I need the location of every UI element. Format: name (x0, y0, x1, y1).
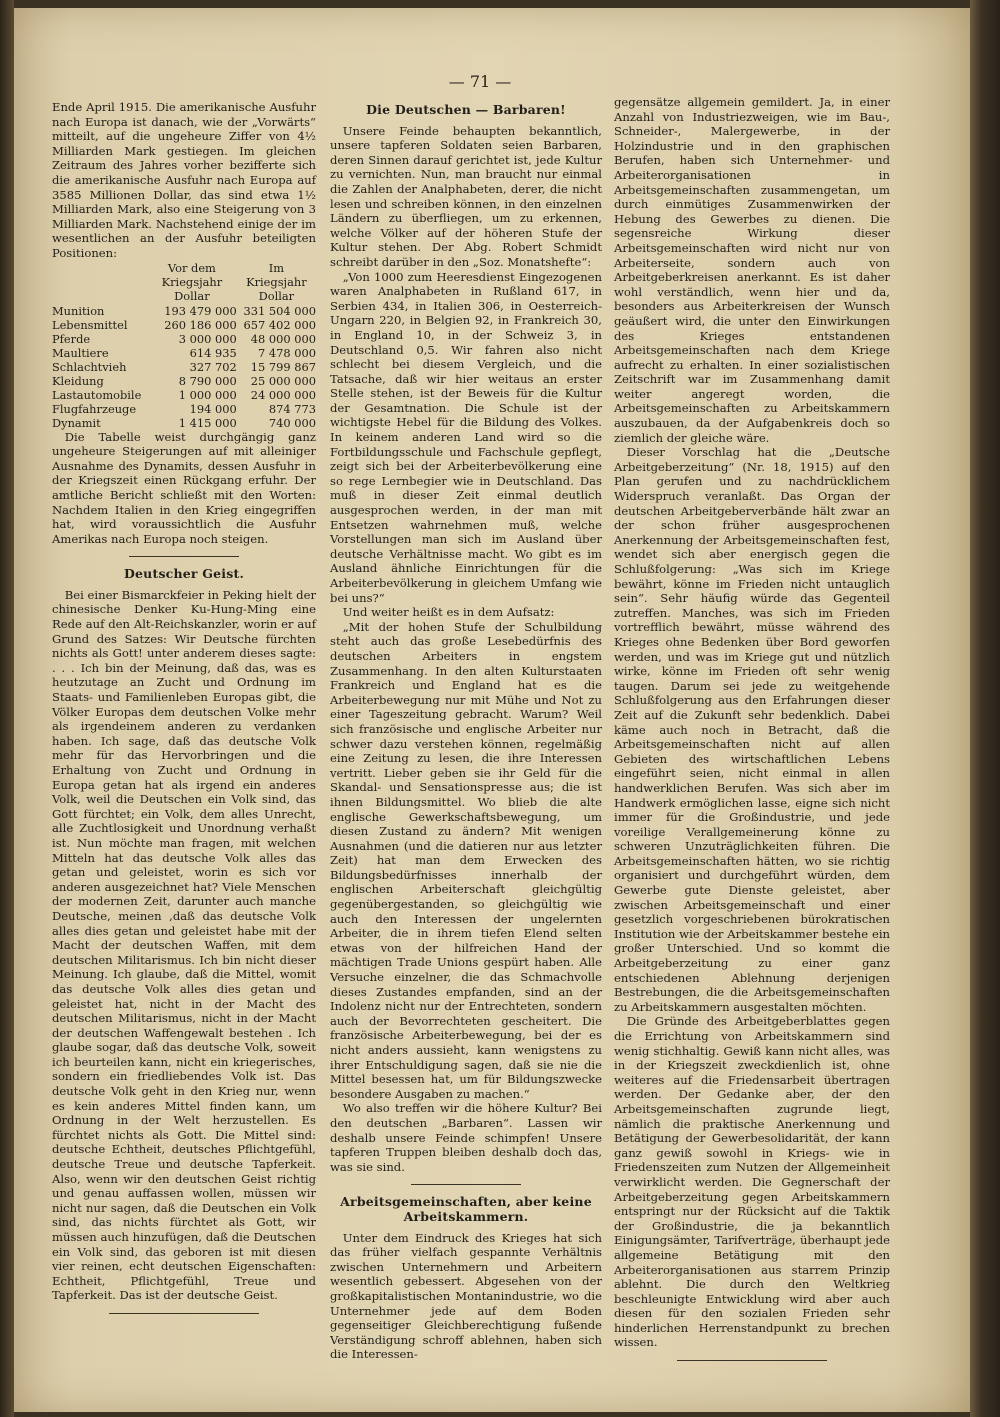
column-header-during: Im Kriegsjahr Dollar (246, 260, 307, 303)
heading-barbaren: Die Deutschen — Barbaren! (366, 102, 566, 117)
column-header-before: Vor dem Kriegsjahr Dollar (161, 260, 223, 303)
heading-arbeitsgemeinschaften: Arbeitsgemeinschaften, aber keine Arbeitskammern. (340, 1194, 592, 1224)
paragraph-continued: gegensätze allgemein gemildert. Ja, in einer Anzahl von Industriezweigen, wie im Bau-, Schneider-, Malergewerbe, in der Holzindustrie und in den graphischen Berufen, haben sich Unternehmer- und Arbeiterorganisationen in Arbeitsgemeinschaften zusammengetan, um durch einmütiges Zusammenwirken der Hebung des Gewerbes zu dienen. Die segensreiche Wirkung dieser Arbeitsgemeinschaften wird nicht nur von Arbeiterseite, sondern auch von Arbeitgeberkreisen anerkannt. Es ist daher wohl verständlich, wenn hier und da, besonders aus Arbeiterkreisen der Wunsch geäußert wird, die unter den Einwirkungen des Krieges entstandenen Arbeitsgemeinschaften nach dem Kriege aufrecht zu erhalten. In einer sozialistischen Zeitschrift war im Zusammenhang damit weiter angeregt worden, die Arbeitsgemeinschaften zu Arbeitskammern auszubauen, da der Aufgabenkreis doch so ziemlich der gleiche wäre. (614, 95, 890, 445)
table-header-row (52, 261, 316, 304)
book-spine (0, 0, 14, 1417)
column-middle (330, 103, 602, 1362)
paragraph-table-summary: Die Tabelle weist durchgängig ganz ungeheure Steigerungen auf mit alleiniger Ausnahme des Dynamits, dessen Ausfuhr in der Kriegszeit einen Rückgang erfuhr. Der amtliche Bericht schließt mit den Worten: Nachdem Italien in den Krieg eingegriffen hat, wird voraussichtlich die Ausfuhr Amerikas nach Europa noch steigen. (52, 429, 316, 546)
paragraph-export-intro: Ende April 1915. Die amerikanische Ausfuhr nach Europa ist danach, wie der „Vorwärts“ mitteilt, auf die ungeheure Ziffer von 4½ Milliarden Mark gestiegen. Im gleichen Zeitraum des Jahres vorher bezifferte sich die amerikanische Ausfuhr nach Europa auf 3585 Millionen Dollar, das sind etwa 1½ Milliarden Mark, also eine Steigerung von 3 Milliarden Mark. Nachstehend einige der im wesentlichen an der Ausfuhr beteiligten Positionen: (52, 100, 316, 260)
paragraph-gruende: Die Gründe des Arbeitgeberblattes gegen die Errichtung von Arbeitskammern sind wenig stichhaltig. Gewiß kann nicht alles, was in der Kriegszeit zweckdienlich ist, ohne weiteres auf die Friedensarbeit übertragen werden. Der Gedanke aber, der den Arbeitsgemeinschaften zugrunde liegt, nämlich die praktische Anerkennung und Betätigung der Gewerbesolidarität, der kann ganz gewiß sowohl in Kriegs- wie in Friedenszeiten zum Nutzen der Allgemeinheit verwirklicht werden. Die Gegnerschaft der Arbeitgeberzeitung gegen Arbeitskammern entspringt nur der Rücksicht auf die Taktik der Großindustrie, die ja bekanntlich Einigungsämter, Tarifverträge, überhaupt jede allgemeine Betätigung mit den Arbeiterorganisationen aus starrem Prinzip ablehnt. Die durch den Weltkrieg beschleunigte Entwicklung wird aber auch diesen für den sozialen Frieden sehr hinderlichen Herrenstandpunkt zu brechen wissen. (614, 1014, 890, 1350)
quote-analphabeten: „Von 1000 zum Heeresdienst Eingezogenen waren Analphabeten in Rußland 617, in Serbien 434, in Italien 306, in Oesterreich-Ungarn 220, in Belgien 92, in Frankreich 30, in England 10, in der Schweiz 3, in Deutschland 0,5. Wir fahren also nicht schlecht bei diesem Vergleich, und die Tatsache, daß wir hier weitaus an erster Stelle stehen, ist der Beweis für die Kultur der Gesamtnation. Die Schule ist der wichtigste Hebel für die Bildung des Volkes. In keinem anderen Land wird so die Fortbildungsschule und Fachschule gepflegt, zeigt sich bei der Arbeiterbevölkerung eine so rege Lernbegier wie in Deutschland. Das muß in dieser Zeit einmal deutlich ausgesprochen werden, in der man mit Entsetzen wahrnehmen muß, welche Vorstellungen man sich im Ausland über deutsche Verhältnisse macht. Wo gibt es im Ausland ähnliche Einrichtungen für die Arbeiterbevölkerung in gleichem Umfang wie bei uns?“ (330, 269, 602, 605)
heading-deutscher-geist: Deutscher Geist. (123, 566, 245, 582)
table-row: Pferde 3 000 000 48 000 000 (52, 331, 316, 346)
paragraph-deutscher-geist: Bei einer Bismarckfeier in Peking hielt der chinesische Denker Ku-Hung-Ming eine Rede auf den Alt-Reichskanzler, worin er auf Grund des Satzes: Wir Deutsche fürchten nichts als Gott! unter anderem dieses sagte: . . . Ich bin der Meinung, daß das, was es heutzutage an Zucht und Ordnung im Staats- und Familienleben Europas gibt, die Völker Europas dem deutschen Volke mehr als irgendeinem anderen zu verdanken haben. Ich sage, daß das deutsche Volk mehr für das Hervorbringen und die Erhaltung von Zucht und Ordnung in Europa getan hat als irgend ein anderes Volk, weil die Deutschen ein Volk sind, das Gott fürchtet; ein Volk, dem alles Unrecht, alle Zuchtlosigkeit und Unordnung verhaßt ist. Nun möchte man fragen, mit welchen Mitteln hat das deutsche Volk alles das getan und geleistet, worin es sich vor anderen ausgezeichnet hat? Viele Menschen der modernen Zeit, darunter auch manche Deutsche, meinen ,daß das deutsche Volk alles dies getan und geleistet habe mit der Macht der deutschen Waffen, mit dem deutschen Militarismus. Ich bin nicht dieser Meinung. Ich glaube, daß die Mittel, womit das deutsche Volk alles dies getan und geleistet hat, nicht in der Macht des deutschen Militarismus, nicht in der Macht der deutschen Waffengewalt bestehen . Ich glaube sogar, daß das deutsche Volk, soweit ich beurteilen kann, nicht ein kriegerisches, sondern ein friedliebendes Volk ist. Das deutsche Volk geht in den Krieg nur, wenn es kein anderes Mittel finden kann, um Ordnung in der Welt herzustellen. Es fürchtet nichts als Gott. Die Mittel sind: deutsche Echtheit, deutsches Pflichtgefühl, deutsche Treue und deutsche Tapferkeit. Also, wenn wir den deutschen Geist richtig und genau auffassen wollen, müssen wir nicht nur sagen, daß die Deutschen ein Volk sind, das nichts fürchtet als Gott, wir müssen auch hinzufügen, daß die Deutschen ein Volk sind, das geboren ist mit diesen vier reinen, echt deutschen Eigenschaften: Echtheit, Pflichtgefühl, Treue und Tapferkeit. Das ist der deutsche Geist. (52, 587, 316, 1303)
table-row: Lebensmittel 260 186 000 657 402 000 (52, 317, 316, 332)
column-left (52, 100, 316, 1324)
table-row: Kleidung 8 790 000 25 000 000 (52, 373, 316, 388)
paragraph-aufsatz: Und weiter heißt es in dem Aufsatz: (342, 605, 555, 620)
paragraph-barbaren-intro: Unsere Feinde behaupten bekanntlich, unsere tapferen Soldaten seien Barbaren, deren Sinnen darauf gerichtet ist, jede Kultur zu vernichten. Nun, man braucht nur einmal die Zahlen der Analphabeten, derer, die nicht lesen und schreiben können, in den einzelnen Ländern zu überfliegen, um zu erkennen, welche Völker auf der höheren Stufe der Kultur stehen. Der Abg. Robert Schmidt schreibt darüber in den „Soz. Monatshefte“: (330, 123, 602, 269)
divider (677, 1360, 827, 1361)
table-row: Dynamit 1 415 000 740 000 (52, 415, 316, 430)
quote-schulbildung: „Mit der hohen Stufe der Schulbildung steht auch das große Lesebedürfnis des deutschen Arbeiters in engstem Zusammenhang. In den alten Kulturstaaten Frankreich und England hat es die Arbeiterbewegung nur mit Mühe und Not zu einer Tageszeitung gebracht. Warum? Weil sich französische und englische Arbeiter nur schwer dazu verstehen können, regelmäßig eine Zeitung zu lesen, die ihre Interessen vertritt. Lieber geben sie ihr Geld für die Skandal- und Sensationspresse aus; die ist ihnen Bildungsmittel. Wo blieb die alte englische Gewerkschaftsbewegung, um diesen Zustand zu ändern? Mit wenigen Ausnahmen (und die datieren nur aus letzter Zeit) hat man dem Erwecken des Bildungsbedürfnisses innerhalb der englischen Arbeiterschaft gleichgültig gegenübergestanden, so gleichgültig wie auch den Interessen der ungelernten Arbeiter, die in ihrem tiefen Elend selten etwas von der hilfreichen Hand der mächtigen Trade Unions gespürt haben. Alle Versuche einzelner, die das Schmachvolle dieses Zustandes empfanden, sind an der Indolenz nicht nur der Entrechteten, sondern auch der Bevorrechteten gescheitert. Die französische Arbeiterbewegung, bei der es nicht anders aussieht, kann wenigstens zu ihrer Entschuldigung sagen, daß sie nie die Mittel besessen hat, um für Bildungszwecke besondere Ausgaben zu machen.“ (330, 619, 602, 1101)
column-right (614, 95, 890, 1371)
divider (129, 556, 239, 557)
table-row: Schlachtvieh 327 702 15 799 867 (52, 359, 316, 374)
table-row: Maultiere 614 935 7 478 000 (52, 345, 316, 360)
page-edge (970, 0, 1000, 1417)
divider (411, 1184, 521, 1185)
paragraph-arbeitgeberzeitung: Dieser Vorschlag hat die „Deutsche Arbeitgeberzeitung“ (Nr. 18, 1915) auf den Plan gerufen und zu nachdrücklichem Widerspruch veranlaßt. Das Organ der deutschen Arbeitgeberverbände hält zwar an der schon früher ausgesprochenen Anerkennung der Arbeitsgemeinschaften fest, wendet sich aber energisch gegen die Schlußfolgerung: „Was sich im Kriege bewährt, könne im Frieden nicht untauglich sein“. Sehr häufig würde das Gegenteil zutreffen. Manches, was sich im Frieden vortrefflich bewährt, müsse während des Krieges ohne Bedenken über Bord geworfen werden, und was im Kriege gut und nützlich wirke, könne im Frieden oft sehr wenig taugen. Darum sei jede zu weitgehende Schlußfolgerung aus den Erfahrungen dieser Zeit auf die Zukunft sehr bedenklich. Dabei käme auch noch in Betracht, daß die Arbeitsgemeinschaften nicht auf allen Gebieten des wirtschaftlichen Lebens eingeführt seien, nicht einmal in allen handwerklichen Berufen. Was sich aber im Handwerk ermöglichen lasse, eigne sich nicht immer für die Großindustrie, und jede voreilige Verallgemeinerung könne zu schweren Unzuträglichkeiten führen. Die Arbeitsgemeinschaften hätten, wo sie richtig organisiert und durchgeführt würden, dem Gewerbe gute Dienste geleistet, aber zwischen Arbeitsgemeinschaft und einer gesetzlich vorgeschriebenen bürokratischen Institution wie der Arbeitskammer bestehe ein großer Unterschied. Und so kommt die Arbeitgeberzeitung zu einer ganz entschiedenen Ablehnung derjenigen Bestrebungen, die die Arbeitsgemeinschaften zu Arbeitskammern ausgestalten möchten. (614, 445, 890, 1014)
paragraph-arbeitsgemeinschaften: Unter dem Eindruck des Krieges hat sich das früher vielfach gespannte Verhältnis zwischen Unternehmern und Arbeitern wesentlich gebessert. Abgesehen von der großkapitalistischen Montanindustrie, wo die Unternehmer jede auf dem Boden gegenseitiger Gleichberechtigung fußende Verständigung schroff ablehnen, haben sich die Interessen- (330, 1230, 602, 1362)
table-row: Munition 193 479 000 331 504 000 (52, 303, 316, 318)
page-number: — 71 — (448, 72, 512, 91)
divider (109, 1313, 259, 1314)
table-row: Lastautomobile 1 000 000 24 000 000 (52, 387, 316, 402)
export-table (52, 261, 316, 430)
paragraph-barbaren-conclusion: Wo also treffen wir die höhere Kultur? Bei den deutschen „Barbaren“. Lassen wir deshalb unsere Feinde schimpfen! Unsere tapferen Truppen bleiben deshalb doch das, was sie sind. (330, 1101, 602, 1174)
table-row: Flugfahrzeuge 194 000 874 773 (52, 401, 316, 416)
